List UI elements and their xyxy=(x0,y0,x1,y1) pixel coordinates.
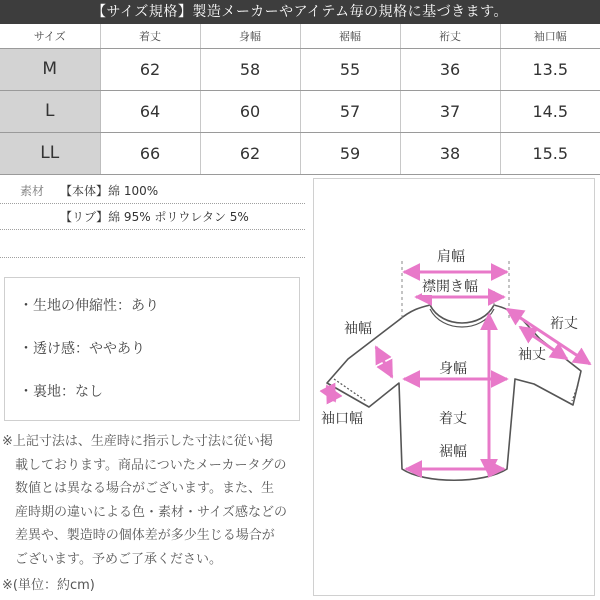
table-cell: 55 xyxy=(300,48,400,90)
sleeve-length-label: 袖丈 xyxy=(518,347,546,363)
table-cell: 38 xyxy=(400,132,500,174)
body-width-label: 身幅 xyxy=(439,361,467,377)
hem-width-label: 裾幅 xyxy=(439,444,467,460)
material-label: 素材 xyxy=(20,184,45,198)
sleeve-width-label: 袖幅 xyxy=(344,321,372,337)
table-row xyxy=(0,48,600,90)
table-cell: 62 xyxy=(100,48,200,90)
size-table xyxy=(0,24,600,175)
note-line: 載しております。商品についたメーカータグの xyxy=(2,457,287,473)
material-rib: 【リブ】綿 95% ポリウレタン 5% xyxy=(60,210,249,224)
yuki-label: 裄丈 xyxy=(550,316,578,332)
size-spec-banner: 【サイズ規格】製造メーカーやアイテム毎の規格に基づきます。 xyxy=(0,0,600,24)
header-yuki: 裄丈 xyxy=(400,24,500,48)
table-cell: 14.5 xyxy=(500,90,600,132)
table-row xyxy=(0,132,600,174)
cuff-width-label: 袖口幅 xyxy=(321,411,363,427)
table-cell: 57 xyxy=(300,90,400,132)
header-body-width: 身幅 xyxy=(200,24,300,48)
measurement-note xyxy=(2,430,302,571)
material-section xyxy=(0,178,305,258)
size-label: LL xyxy=(0,132,100,174)
material-rib-line xyxy=(0,204,305,230)
shoulder-width-label: 肩幅 xyxy=(437,249,465,265)
note-line: 数値とは異なる場合がございます。また、生 xyxy=(2,481,274,496)
material-body-line xyxy=(0,178,305,204)
sheerness-property: ・透け感：ややあり xyxy=(19,341,145,357)
header-length: 着丈 xyxy=(100,24,200,48)
note-line: 産時期の違いによる色・素材・サイズ感などの xyxy=(2,504,287,520)
table-cell: 60 xyxy=(200,90,300,132)
table-cell: 58 xyxy=(200,48,300,90)
measurement-diagram xyxy=(313,178,595,596)
table-cell: 15.5 xyxy=(500,132,600,174)
header-size: サイズ xyxy=(0,24,100,48)
stretch-property: ・生地の伸縮性：あり xyxy=(19,298,159,314)
table-cell: 13.5 xyxy=(500,48,600,90)
cuff-arrow xyxy=(327,386,335,401)
size-label: M xyxy=(0,48,100,90)
size-label: L xyxy=(0,90,100,132)
size-table-header-row xyxy=(0,24,600,48)
lining-property: ・裏地：なし xyxy=(19,384,103,400)
header-hem-width: 裾幅 xyxy=(300,24,400,48)
neck-width-label: 襟開き幅 xyxy=(422,279,478,295)
table-cell: 62 xyxy=(200,132,300,174)
note-line: ※上記寸法は、生産時に指示した寸法に従い掲 xyxy=(2,434,273,449)
note-line: 差異や、製造時の個体差が多少生じる場合が xyxy=(2,528,275,543)
table-cell: 59 xyxy=(300,132,400,174)
table-cell: 66 xyxy=(100,132,200,174)
length-label: 着丈 xyxy=(439,411,467,427)
fabric-properties-box xyxy=(4,277,300,421)
table-cell: 64 xyxy=(100,90,200,132)
table-cell: 37 xyxy=(400,90,500,132)
shirt-diagram-svg xyxy=(314,179,596,597)
table-row xyxy=(0,90,600,132)
table-cell: 36 xyxy=(400,48,500,90)
divider xyxy=(0,230,305,258)
header-cuff-width: 袖口幅 xyxy=(500,24,600,48)
material-body: 【本体】綿 100% xyxy=(60,184,159,198)
note-line: ございます。予めご了承ください。 xyxy=(2,551,222,567)
unit-note: ※(単位：約cm) xyxy=(2,578,95,593)
